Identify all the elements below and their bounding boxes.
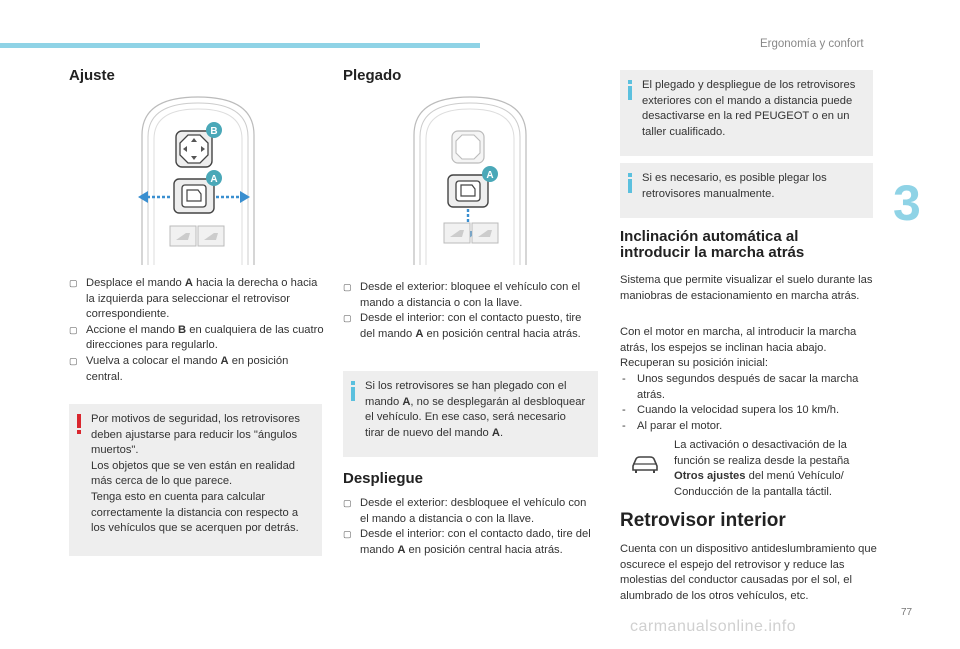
ajuste-bullets [69,276,324,385]
list-item: - Unos segundos después de sacar la marcha atrás. [620,372,875,403]
ajuste-heading: Ajuste [69,67,115,84]
otros-ajustes-note: La activación o desactivación de la función se realiza desde la pestaña Otros ajustes del menú Vehículo/ Conducción de la pantalla táctil. [674,439,850,498]
inclinacion-heading: Inclinación automática al introducir la marcha atrás [620,228,805,261]
plegado-bullets [343,280,598,342]
list-item: - Al parar el motor. [620,419,875,435]
warning-icon [77,414,81,434]
list-item: ▢ Desde el exterior: desbloquee el vehículo con el mando a distancia o con la llave. [343,496,598,527]
list-item: - Cuando la velocidad supera los 10 km/h. [620,403,875,419]
ajuste-illustration [138,95,260,265]
plegado-info-box: Si los retrovisores se han plegado con el mando A, no se desplegarán al desbloquear el vehículo. En ese caso, será necesario tirar de nuevo del mando A. [343,371,598,457]
watermark: carmanualsonline.info [630,618,797,635]
inclinacion-dash-list [620,372,875,434]
list-item: ▢ Desplace el mando A hacia la derecha o hacia la izquierda para seleccionar el retrovisor correspondiente. [69,276,324,323]
retrovisor-para: Cuenta con un dispositivo antideslumbramiento que oscurece el espejo del retrovisor y reduce las molestias del conductor causadas por el sol, el alumbrado de los otros vehículos, etc. [620,543,877,602]
list-item: ▢ Desde el exterior: bloquee el vehículo con el mando a distancia o con la llave. [343,280,598,311]
info-icon [628,173,632,193]
header-accent-bar [0,43,480,48]
ajuste-warning-box [69,404,322,556]
section-header-title: Ergonomía y confort [760,38,864,50]
list-item: ▢ Desde el interior: con el contacto dado, tire del mando A en posición central hacia atrás. [343,527,598,558]
car-icon [630,452,660,474]
info-icon [628,80,632,100]
despliegue-heading: Despliegue [343,470,424,487]
label-a: A [210,174,218,185]
inclinacion-para-3: Recuperan su posición inicial: [620,357,769,369]
inclinacion-para-1: Sistema que permite visualizar el suelo durante las maniobras de estacionamiento en marcha atrás. [620,274,873,302]
warning-text: Por motivos de seguridad, los retrovisores deben ajustarse para reducir los "ángulos muertos". [91,413,300,457]
plegado-heading: Plegado [343,67,402,84]
page-number: 77 [901,607,913,618]
label-a: A [486,170,494,181]
retrovisor-heading: Retrovisor interior [620,510,786,531]
list-item: ▢ Vuelva a colocar el mando A en posición central. [69,354,324,385]
list-item: ▢ Accione el mando B en cualquiera de las cuatro direcciones para regularlo. [69,323,324,354]
chapter-number: 3 [893,175,921,231]
list-item: ▢ Desde el interior: con el contacto puesto, tire del mando A en posición central hacia atrás. [343,311,598,342]
label-b: B [210,126,218,137]
warning-text: Los objetos que se ven están en realidad más cerca de lo que parece. [91,459,296,488]
info-icon [351,381,355,401]
manual-fold-info-box: Si es necesario, es posible plegar los retrovisores manualmente. [620,163,873,218]
plegado-illustration [410,95,530,265]
warning-text: Tenga esto en cuenta para calcular correctamente la distancia con respecto a los vehículos que se acerquen por detrás. [91,490,299,535]
mando-info-box: El plegado y despliegue de los retrovisores exteriores con el mando a distancia puede desactivarse en la red PEUGEOT o en un taller cualificado. [620,70,873,156]
despliegue-bullets [343,496,598,558]
inclinacion-para-2: Con el motor en marcha, al introducir la marcha atrás, los espejos se inclinan hacia abajo. [620,326,857,354]
